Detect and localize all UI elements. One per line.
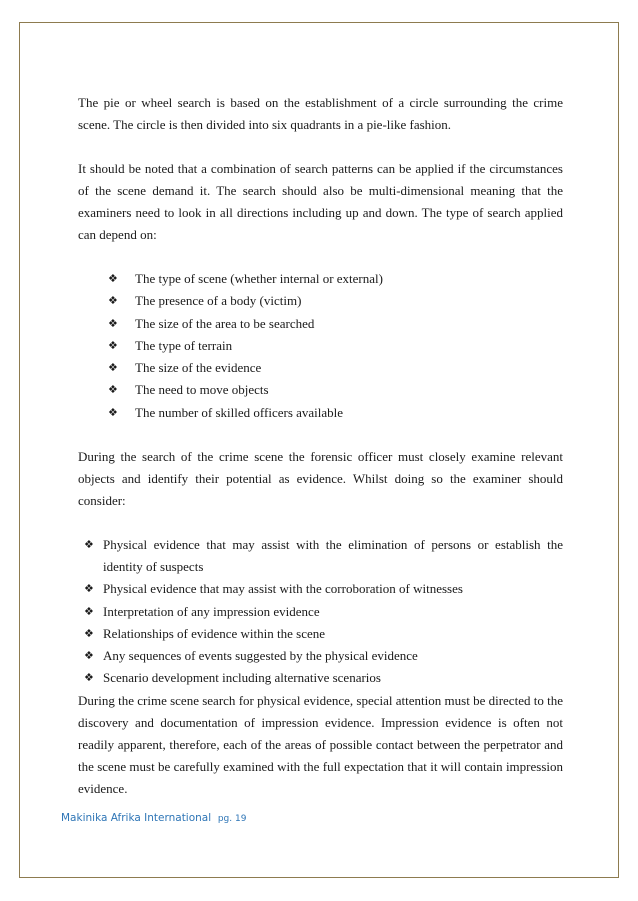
paragraph-pie-search: The pie or wheel search is based on the establishment of a circle surrounding the crime scene. The circle is then divided into six quadrants in a pie-like fashion. xyxy=(78,95,563,132)
list-item: ❖ The size of the evidence xyxy=(104,357,563,379)
diamond-bullet-icon: ❖ xyxy=(108,316,118,330)
list-item: ❖ The number of skilled officers available xyxy=(104,402,563,424)
list-item: ❖ Relationships of evidence within the scene xyxy=(84,623,563,645)
list-item: ❖ Physical evidence that may assist with the elimination of persons or establish the identity of suspects xyxy=(84,534,563,578)
paragraph-impression-evidence: During the crime scene search for physical evidence, special attention must be directed to the discovery and documentation of impression evidence. Impression evidence is often not readily apparent, therefore, each of the areas of possible contact between the perpetrator and the scene must be carefully examined with the full expectation that it will contain impression evidence. xyxy=(78,692,563,796)
diamond-bullet-icon: ❖ xyxy=(108,294,118,308)
diamond-bullet-icon: ❖ xyxy=(108,338,118,352)
list-item: ❖ Interpretation of any impression evidence xyxy=(84,601,563,623)
list-item: ❖ Any sequences of events suggested by the physical evidence xyxy=(84,645,563,667)
considerations-list xyxy=(78,534,563,689)
diamond-bullet-icon: ❖ xyxy=(84,582,94,596)
diamond-bullet-icon: ❖ xyxy=(84,538,94,552)
paragraph-examiner-considerations: During the search of the crime scene the forensic officer must closely examine relevant objects and identify their potential as evidence. Whilst doing so the examiner should consider: xyxy=(78,449,563,509)
diamond-bullet-icon: ❖ xyxy=(84,649,94,663)
page-number: pg. 19 xyxy=(217,814,247,824)
paragraph-search-patterns: It should be noted that a combination of search patterns can be applied if the circumstances of the scene demand it. The search should also be multi-dimensional meaning that the examiners need to look in all directions including up and down. The type of search applied can depend on: xyxy=(78,161,563,242)
list-item: ❖ The type of terrain xyxy=(104,335,563,357)
page-footer xyxy=(61,812,246,824)
diamond-bullet-icon: ❖ xyxy=(84,604,94,618)
diamond-bullet-icon: ❖ xyxy=(108,405,118,419)
list-item: ❖ The presence of a body (victim) xyxy=(104,290,563,312)
footer-organization: Makinika Afrika International xyxy=(61,812,212,824)
diamond-bullet-icon: ❖ xyxy=(108,272,118,285)
diamond-bullet-icon: ❖ xyxy=(84,626,94,640)
list-item: ❖ The type of scene (whether internal or external) xyxy=(104,268,563,290)
diamond-bullet-icon: ❖ xyxy=(84,671,94,685)
diamond-bullet-icon: ❖ xyxy=(108,361,118,375)
list-item: ❖ The size of the area to be searched xyxy=(104,313,563,335)
diamond-bullet-icon: ❖ xyxy=(108,383,118,397)
list-item: ❖ The need to move objects xyxy=(104,379,563,401)
page-content xyxy=(78,92,563,800)
list-item: ❖ Scenario development including alternative scenarios xyxy=(84,667,563,689)
search-factors-list xyxy=(78,268,563,424)
list-item: ❖ Physical evidence that may assist with the corroboration of witnesses xyxy=(84,578,563,600)
